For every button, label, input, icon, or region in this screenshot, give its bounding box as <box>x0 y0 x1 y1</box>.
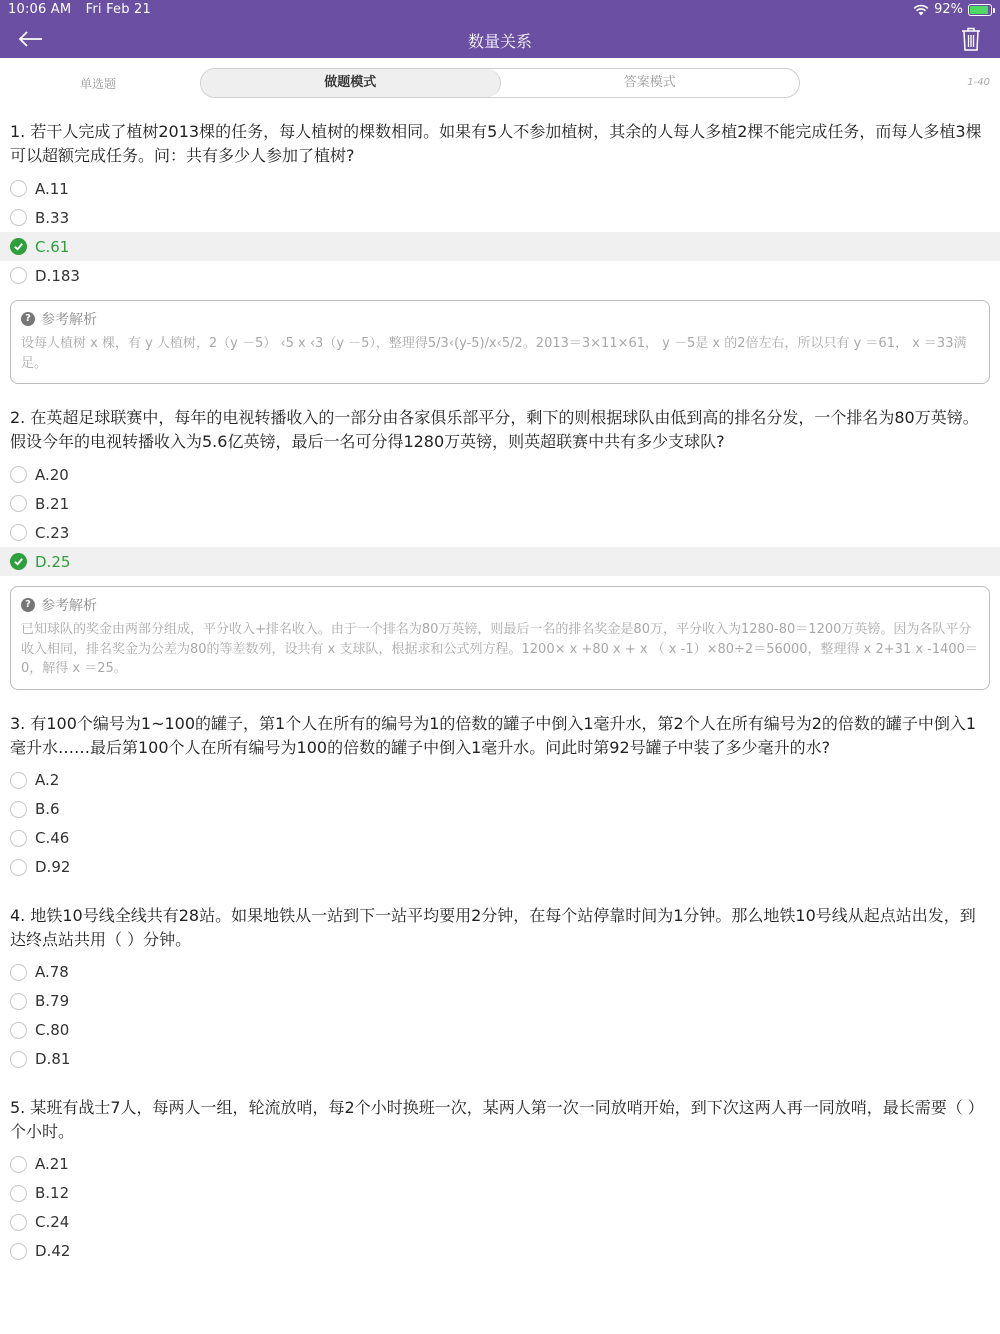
answer-option[interactable] <box>0 824 1000 853</box>
radio-circle-icon <box>10 495 27 512</box>
analysis-text: 设每人植树 x 棵，有 y 人植树，2（y －5） ‹5 x ‹3（y －5），整理得5/3‹(y-5)/x‹5/2。2013＝3×11×61， y －5是 x 的2倍左右，所以只有 y ＝61， x ＝33满足。 <box>21 336 967 371</box>
radio-circle-icon <box>10 772 27 789</box>
tab-answer-mode[interactable]: 答案模式 <box>623 75 676 90</box>
question-card <box>0 398 1000 690</box>
question-card <box>0 896 1000 1074</box>
battery-percent: 92% <box>934 2 963 17</box>
status-bar-left <box>8 2 161 17</box>
status-bar-right <box>913 2 992 17</box>
radio-circle-icon <box>10 1051 27 1068</box>
answer-option[interactable] <box>0 958 1000 987</box>
option-label: D.25 <box>35 552 71 571</box>
option-label: C.23 <box>35 523 70 542</box>
radio-circle-icon <box>10 180 27 197</box>
option-label: B.79 <box>35 992 70 1010</box>
option-label: A.21 <box>35 1155 69 1173</box>
answer-option[interactable] <box>0 489 1000 518</box>
question-text: 1. 若干人完成了植树2013棵的任务，每人植树的棵数相同。如果有5人不参加植树，其余的人每人多植2棵不能完成任务，而每人多植3棵可以超额完成任务。问：共有多少人参加了植树? <box>10 122 982 165</box>
answer-option[interactable] <box>0 203 1000 232</box>
answer-option[interactable] <box>0 795 1000 824</box>
answer-option[interactable] <box>0 174 1000 203</box>
answer-option[interactable] <box>0 987 1000 1016</box>
question-range: 1-40 <box>967 77 990 88</box>
question-type-label: 单选题 <box>80 77 117 91</box>
wifi-icon <box>913 4 929 16</box>
question-text: 4. 地铁10号线全线共有28站。如果地铁从一站到下一站平均要用2分钟，在每个站停靠时间为1分钟。那么地铁10号线从起点站出发，到达终点站共用（ ）分钟。 <box>10 905 976 949</box>
answer-option[interactable] <box>0 1179 1000 1208</box>
radio-circle-icon <box>10 524 27 541</box>
option-label: B.6 <box>35 800 60 818</box>
radio-circle-icon <box>10 830 27 847</box>
answer-option[interactable] <box>0 261 1000 290</box>
radio-circle-icon <box>10 1185 27 1202</box>
option-label: C.46 <box>35 829 70 847</box>
radio-circle-icon <box>10 859 27 876</box>
analysis-title: 参考解析 <box>41 312 97 328</box>
option-label: D.183 <box>35 266 80 285</box>
radio-circle-icon <box>10 466 27 483</box>
question-mark-icon: ? <box>21 312 35 326</box>
answer-option[interactable] <box>0 1208 1000 1237</box>
option-label: B.21 <box>35 494 70 513</box>
radio-circle-icon <box>10 1214 27 1231</box>
option-label: D.81 <box>35 1050 71 1068</box>
question-text: 5. 某班有战士7人，每两人一组，轮流放哨，每2个小时换班一次，某两人第一次一同放哨开始，到下次这两人再一同放哨，最长需要（ ）个小时。 <box>10 1097 984 1141</box>
answer-option[interactable] <box>0 853 1000 882</box>
trash-icon[interactable] <box>960 26 982 52</box>
analysis-box <box>10 586 990 690</box>
answer-option[interactable] <box>0 232 1000 261</box>
analysis-header <box>21 595 979 615</box>
question-card <box>0 704 1000 882</box>
battery-level <box>970 6 988 14</box>
page-title: 数量关系 <box>467 32 532 51</box>
question-card <box>0 112 1000 384</box>
radio-circle-icon <box>10 1022 27 1039</box>
mode-segmented-control <box>200 68 800 98</box>
radio-circle-icon <box>10 1156 27 1173</box>
radio-circle-icon <box>10 209 27 226</box>
checkmark-icon <box>10 553 27 570</box>
answer-option[interactable] <box>0 1045 1000 1074</box>
radio-circle-icon <box>10 801 27 818</box>
question-mark-icon: ? <box>21 598 35 612</box>
mode-tabs-row <box>0 66 1000 100</box>
radio-circle-icon <box>10 1243 27 1260</box>
answer-option[interactable] <box>0 547 1000 576</box>
status-time: 10:06 AM <box>8 2 72 17</box>
option-label: C.80 <box>35 1021 70 1039</box>
question-text: 3. 有100个编号为1~100的罐子，第1个人在所有的编号为1的倍数的罐子中倒入1毫升水，第2个人在所有编号为2的倍数的罐子中倒入1毫升水……最后第100个人在所有编号为100的倍数的罐子中倒入1毫升水。问此时第92号罐子中装了多少毫升的水? <box>10 713 977 757</box>
option-label: A.20 <box>35 465 69 484</box>
option-label: D.92 <box>35 858 71 876</box>
question-card <box>0 1088 1000 1266</box>
option-label: A.2 <box>35 771 60 789</box>
answer-option[interactable] <box>0 460 1000 489</box>
analysis-title: 参考解析 <box>41 598 97 614</box>
option-label: C.24 <box>35 1213 70 1231</box>
analysis-header <box>21 309 979 329</box>
answer-option[interactable] <box>0 1150 1000 1179</box>
question-list <box>0 112 1000 1280</box>
battery-icon <box>968 4 992 16</box>
answer-option[interactable] <box>0 766 1000 795</box>
analysis-box <box>10 300 990 384</box>
option-label: A.78 <box>35 963 69 981</box>
radio-circle-icon <box>10 267 27 284</box>
status-date: Fri Feb 21 <box>85 2 151 17</box>
answer-option[interactable] <box>0 1016 1000 1045</box>
radio-circle-icon <box>10 993 27 1010</box>
analysis-text: 已知球队的奖金由两部分组成，平分收入+排名收入。由于一个排名为80万英镑，则最后一名的排名奖金是80万，平分收入为1280-80＝1200万英镑。因为各队平分收入相同，排名奖金为公差为80的等差数列，设共有 x 支球队，根据求和公式列方程。1200× x +80 x + x （ x -1）×80÷2＝56000，整理得 x 2+31 x -1400＝0，解得 x ＝25。 <box>21 622 978 676</box>
option-label: C.61 <box>35 237 70 256</box>
answer-option[interactable] <box>0 518 1000 547</box>
option-label: A.11 <box>35 179 69 198</box>
checkmark-icon <box>10 238 27 255</box>
option-label: B.12 <box>35 1184 70 1202</box>
tab-practice-mode[interactable]: 做题模式 <box>201 69 501 97</box>
answer-option[interactable] <box>0 1237 1000 1266</box>
option-label: B.33 <box>35 208 70 227</box>
radio-circle-icon <box>10 964 27 981</box>
option-label: D.42 <box>35 1242 71 1260</box>
question-text: 2. 在英超足球联赛中，每年的电视转播收入的一部分由各家俱乐部平分，剩下的则根据球队由低到高的排名分发，一个排名为80万英镑。假设今年的电视转播收入为5.6亿英镑，最后一名可分得1280万英镑，则英超联赛中共有多少支球队? <box>10 408 979 451</box>
header-bar <box>0 0 1000 58</box>
